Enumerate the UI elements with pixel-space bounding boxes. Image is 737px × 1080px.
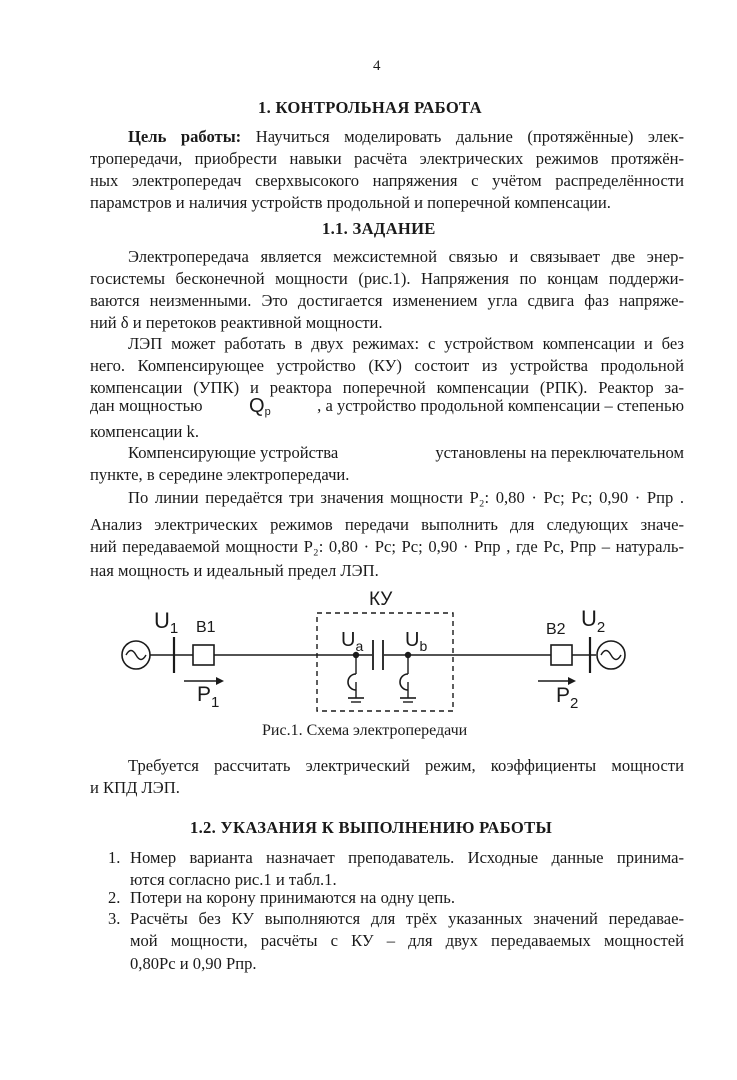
ku-box <box>317 613 453 711</box>
task-p4-line-1: По линии передаётся три значения мощности P₂: 0,80 · Pc; Pc; 0,90 · Pпр . <box>128 488 684 507</box>
goal-line-2: тропередачи, приобрести навыки расчёта электрических режимов протяжён- <box>90 149 684 168</box>
task-p4-line-4: ная мощность и идеальный предел ЛЭП. <box>90 561 379 580</box>
label-u1: $U_1$ <box>154 608 179 637</box>
task-p4-line-2: Анализ электрических режимов передачи выполнить для следующих значе- <box>90 515 684 534</box>
item-3-line-1: Расчёты без КУ выполняются для трёх указанных значений передавае- <box>130 909 684 928</box>
label-u2: $U_2$ <box>581 606 606 636</box>
label-b2: B2 <box>546 621 566 638</box>
heading-instructions: 1.2. УКАЗАНИЯ К ВЫПОЛНЕНИЮ РАБОТЫ <box>190 818 553 837</box>
task-p2-line-2: него. Компенсирующее устройство (КУ) состоит из устройства продольной <box>90 356 684 375</box>
breaker-b1-icon <box>193 645 214 665</box>
task-p3-line-2: пункте, в середине электропередачи. <box>90 465 350 484</box>
goal-line-4: парамстров и наличия устройств продольной и поперечной компенсации. <box>90 193 611 212</box>
after-line-2: и КПД ЛЭП. <box>90 778 180 797</box>
goal-text-1: Научиться моделировать дальние (протяжённые) элек- <box>255 127 684 146</box>
label-ub: $U_b$ <box>405 629 428 654</box>
task-p1-line-2: госистемы бесконечной мощности (рис.1). Напряжения по концам поддержи- <box>90 269 684 288</box>
breaker-b2-icon <box>551 645 572 665</box>
goal-label: Цель работы: <box>128 127 242 146</box>
task-p1-line-4: ний δ и перетоков реактивной мощности. <box>90 313 383 332</box>
label-b1: B1 <box>196 619 216 636</box>
task-p2-line-1: ЛЭП может работать в двух режимах: с устройством компенсации и без <box>128 334 684 353</box>
label-ua: $U_a$ <box>341 629 364 654</box>
label-p1: $P_1$ <box>197 683 220 711</box>
task-p2-line-3: компенсации (УПК) и реактора поперечной компенсации (РПК). Реактор за- <box>90 378 684 397</box>
reactor-b-icon <box>400 674 408 690</box>
item-1-number: 1. <box>108 848 121 867</box>
page-number: 4 <box>373 58 381 74</box>
item-1-line-1: Номер варианта назначает преподаватель. Исходные данные принима- <box>130 848 684 867</box>
reactor-a-icon <box>348 674 356 690</box>
task-p2-line-4-a: дан мощностью <box>90 396 203 415</box>
task-p3-line-1-a: Компенсирующие устройства <box>128 443 339 462</box>
item-3-number: 3. <box>108 909 121 928</box>
task-p3-line-1-b: установлены на переключательном <box>435 443 684 462</box>
task-p4-line-3: ний передаваемой мощности P₂: 0,80 · Pc; Pc; 0,90 · Pпр , где Pc, Pпр – натураль- <box>90 537 684 556</box>
task-p1-line-3: ваются неизменными. Это достигается изменением угла сдвига фаз напряже- <box>90 291 684 310</box>
after-line-1: Требуется рассчитать электрический режим, коэффициенты мощности <box>128 756 684 775</box>
label-ku: КУ <box>369 589 393 610</box>
label-p2: $P_2$ <box>556 684 579 712</box>
task-p1-line-1: Электропередача является межсистемной связью и связывает две энер- <box>128 247 684 266</box>
item-3-line-3: 0,80Pc и 0,90 Pпр. <box>130 954 257 973</box>
item-2-line-1: Потери на корону принимаются на одну цепь. <box>130 888 456 907</box>
symbol-qp: $Q_р$ <box>249 395 271 418</box>
heading-control-work: 1. КОНТРОЛЬНАЯ РАБОТА <box>258 98 482 117</box>
item-2-number: 2. <box>108 888 121 907</box>
item-3-line-2: мой мощности, расчёты с КУ – для двух передаваемых мощностей <box>130 931 684 950</box>
goal-line-3: ных электропередач сверхвысокого напряжения с учётом распределённости <box>90 171 684 190</box>
task-p2-line-4-b: , а устройство продольной компенсации – степенью <box>317 396 684 415</box>
item-1-line-2: ются согласно рис.1 и табл.1. <box>130 870 337 889</box>
figure-caption: Рис.1. Схема электропередачи <box>262 722 468 739</box>
task-p2-line-5: компенсации k. <box>90 422 199 441</box>
heading-task: 1.1. ЗАДАНИЕ <box>322 219 436 238</box>
